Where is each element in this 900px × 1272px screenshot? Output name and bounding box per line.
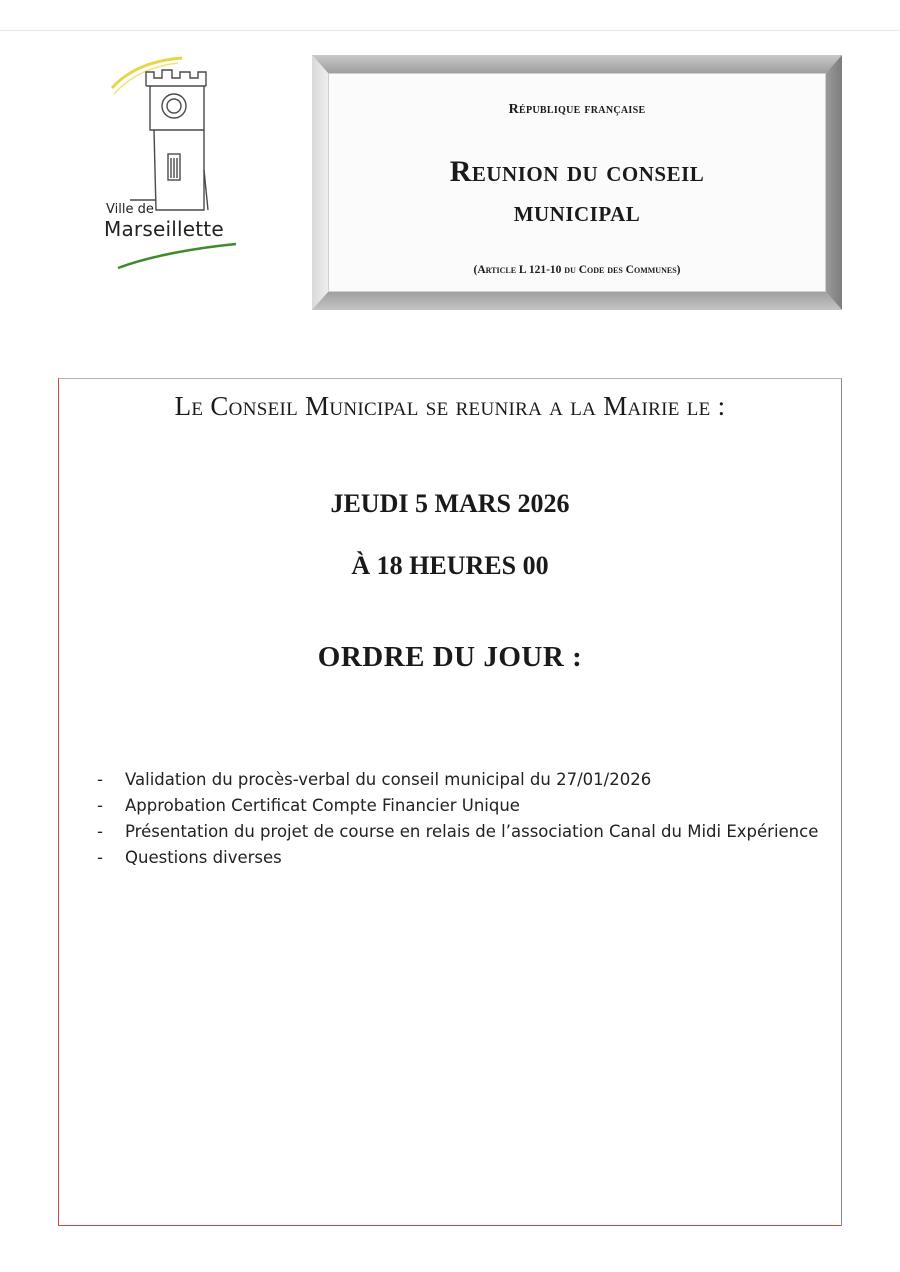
bullet-dash: -: [97, 822, 103, 841]
agenda-item-text: Approbation Certificat Compte Financier Unique: [125, 796, 520, 815]
agenda-item-text: Questions diverses: [125, 848, 282, 867]
logo-text-town: Marseillette: [104, 217, 224, 241]
bullet-dash: -: [97, 848, 103, 867]
agenda-item: [97, 819, 833, 845]
bullet-dash: -: [97, 770, 103, 789]
tower-icon: [100, 50, 250, 280]
header-bevel-right: [826, 55, 842, 310]
agenda-title: ORDRE DU JOUR :: [317, 641, 583, 673]
agenda-item: [97, 845, 833, 871]
agenda-item-text: Validation du procès-verbal du conseil municipal du 27/01/2026: [125, 770, 652, 789]
intro-text: Le Conseil Municipal se reunira a la Mairie le :: [174, 391, 726, 421]
article-reference: (Article L 121-10 du Code des Communes): [473, 264, 681, 276]
header-frame: [312, 55, 842, 310]
agenda-item-text: Présentation du projet de course en relais de l’association Canal du Midi Expérience: [125, 822, 819, 841]
title-line-2: municipal: [513, 195, 641, 228]
header-bevel-bottom: [312, 292, 842, 310]
meeting-date: JEUDI 5 MARS 2026: [330, 489, 570, 518]
logo-text-ville: Ville de: [106, 202, 154, 217]
title-line-1: Reunion du conseil: [449, 155, 705, 188]
header-bevel-left: [312, 55, 328, 310]
header-bevel-top: [312, 55, 842, 73]
agenda-list: [97, 767, 833, 871]
bullet-dash: -: [97, 796, 103, 815]
top-rule: [0, 30, 900, 31]
town-logo: [100, 50, 250, 280]
page-title: [329, 152, 825, 232]
agenda-item: [97, 793, 833, 819]
agenda-item: [97, 767, 833, 793]
republic-label: République française: [508, 102, 646, 117]
notice-box: [58, 378, 842, 1226]
header-panel: [328, 73, 826, 292]
meeting-time: À 18 HEURES 00: [351, 551, 549, 580]
